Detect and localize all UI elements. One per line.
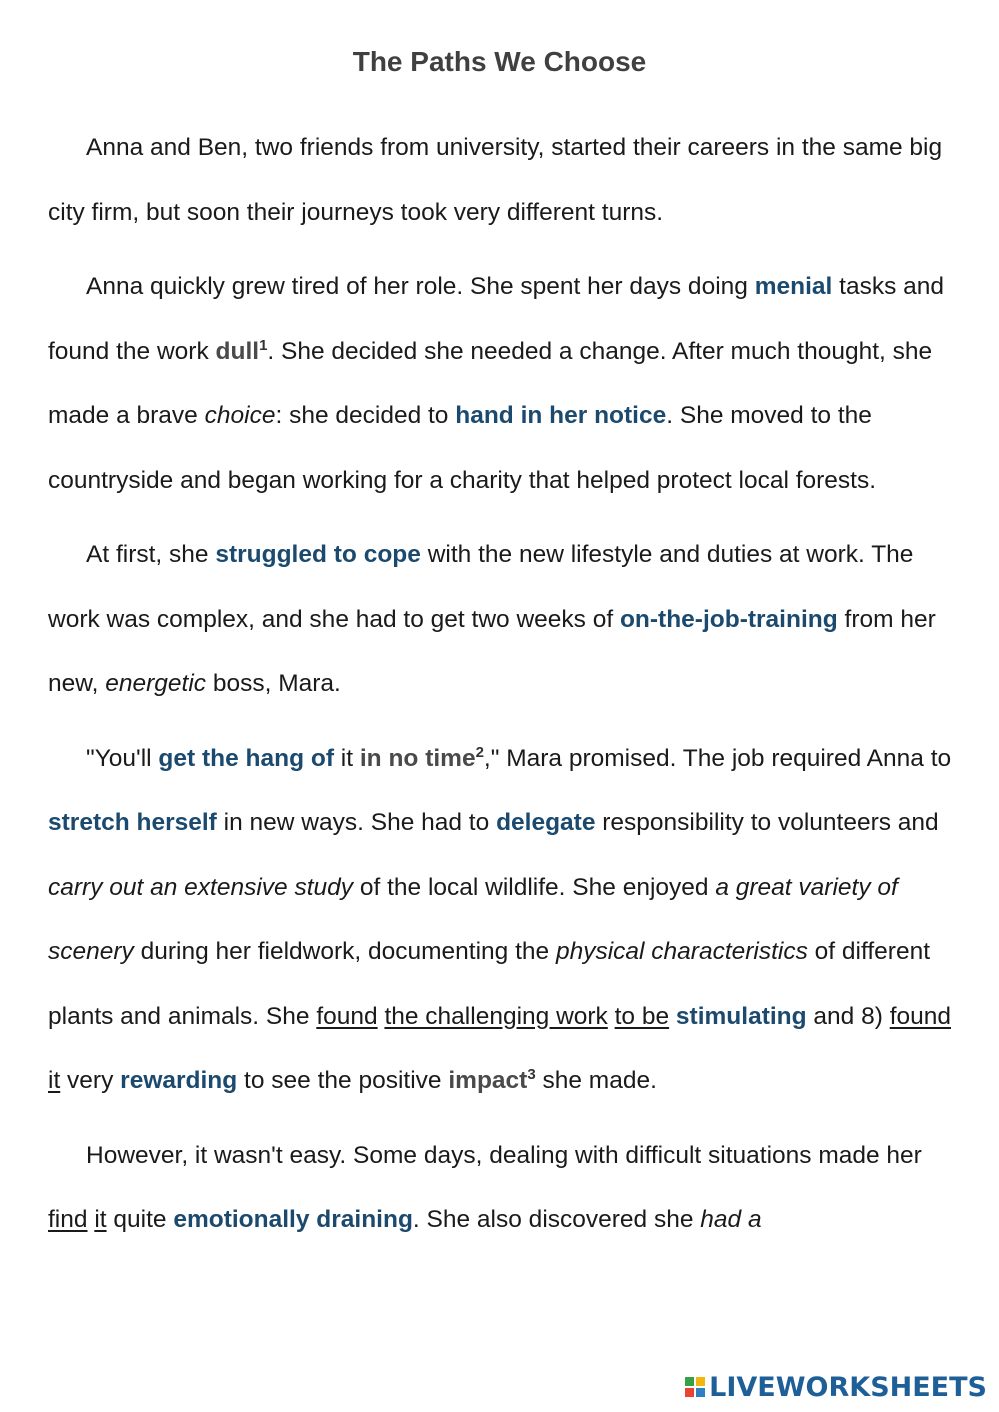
text: ," Mara promised. The job required Anna to (483, 744, 952, 772)
text: "You'll (86, 744, 159, 772)
footnote-marker: 2 (475, 743, 484, 761)
text: very (60, 1067, 121, 1094)
keyword: hand in her notice (455, 402, 667, 429)
text: she made. (535, 1067, 657, 1094)
keyword: get the hang of (158, 744, 334, 772)
logo-square-red (685, 1388, 694, 1397)
text: Anna quickly grew tired of her role. She spent her days doing (86, 273, 755, 300)
text: Anna and Ben, two friends from university, started their careers in the same big city firm, but soon their journeys took very different turns. (48, 134, 943, 226)
text: of different plants and animals. She (48, 938, 931, 1030)
italic-phrase: physical characteristics (555, 938, 808, 965)
italic-phrase: energetic (105, 670, 207, 697)
text: it (334, 744, 360, 772)
logo-mark-icon (685, 1377, 705, 1397)
underlined-phrase: it (48, 1067, 61, 1094)
keyword: on-the-job-training (619, 605, 838, 633)
text: quite (106, 1206, 174, 1233)
underlined-phrase: the challenging work (384, 1002, 608, 1030)
paragraph-2 (48, 255, 953, 513)
underlined-phrase: found (316, 1002, 378, 1030)
keyword: delegate (496, 809, 596, 836)
text: and 8) (806, 1002, 890, 1030)
text: . She also discovered she (412, 1206, 701, 1233)
text: of the local wildlife. She enjoyed (353, 873, 716, 901)
footnote-marker: 1 (259, 336, 268, 354)
text: : she decided to (275, 402, 456, 429)
keyword: menial (754, 273, 833, 300)
footnote-marker: 3 (527, 1065, 536, 1083)
brand-name: LIVEWORKSHEETS (709, 1371, 987, 1403)
logo-square-green (685, 1377, 694, 1386)
text: At first, she (86, 541, 216, 568)
keyword: stimulating (675, 1002, 807, 1030)
liveworksheets-logo[interactable] (685, 1370, 987, 1404)
text: responsibility to volunteers and (595, 809, 939, 836)
keyword: rewarding (120, 1067, 238, 1094)
underlined-phrase: to be (614, 1002, 670, 1030)
glossary-term: impact (448, 1067, 528, 1094)
paragraph-4 (48, 727, 953, 1114)
text: . She decided she needed a change. After much thought, she made a brave (48, 337, 933, 429)
paragraph-5 (48, 1124, 953, 1253)
paragraph-3 (48, 523, 953, 717)
text: with the new lifestyle and duties at work. The work was complex, and she had to get two weeks of (48, 541, 914, 633)
italic-phrase: choice (204, 402, 276, 429)
keyword: stretch herself (48, 809, 217, 836)
paragraph-1 (48, 116, 953, 245)
text: . She moved to the countryside and began working for a charity that helped protect local forests. (48, 402, 877, 494)
text: boss, Mara. (206, 670, 341, 697)
text: tasks and found the work (48, 273, 945, 365)
underlined-phrase: it (94, 1206, 107, 1233)
underlined-phrase: find (48, 1206, 88, 1233)
logo-square-yellow (696, 1377, 705, 1386)
text: in new ways. She had to (216, 809, 497, 836)
glossary-term: in no time (359, 744, 476, 772)
glossary-term: dull (215, 337, 260, 365)
story-body (48, 116, 953, 1263)
text: from her new, (48, 605, 936, 697)
page-title: The Paths We Choose (352, 46, 647, 77)
italic-phrase: carry out an extensive study (48, 873, 354, 901)
keyword: emotionally draining (173, 1206, 413, 1233)
text: However, it wasn't easy. Some days, dealing with difficult situations made her (86, 1141, 922, 1169)
italic-phrase: had a (700, 1206, 762, 1233)
text: during her fieldwork, documenting the (133, 938, 556, 965)
keyword: struggled to cope (215, 541, 421, 568)
italic-phrase: a great variety of scenery (48, 873, 898, 965)
underlined-phrase: found (889, 1002, 951, 1030)
text: to see the positive (237, 1067, 449, 1094)
logo-square-blue (696, 1388, 705, 1397)
